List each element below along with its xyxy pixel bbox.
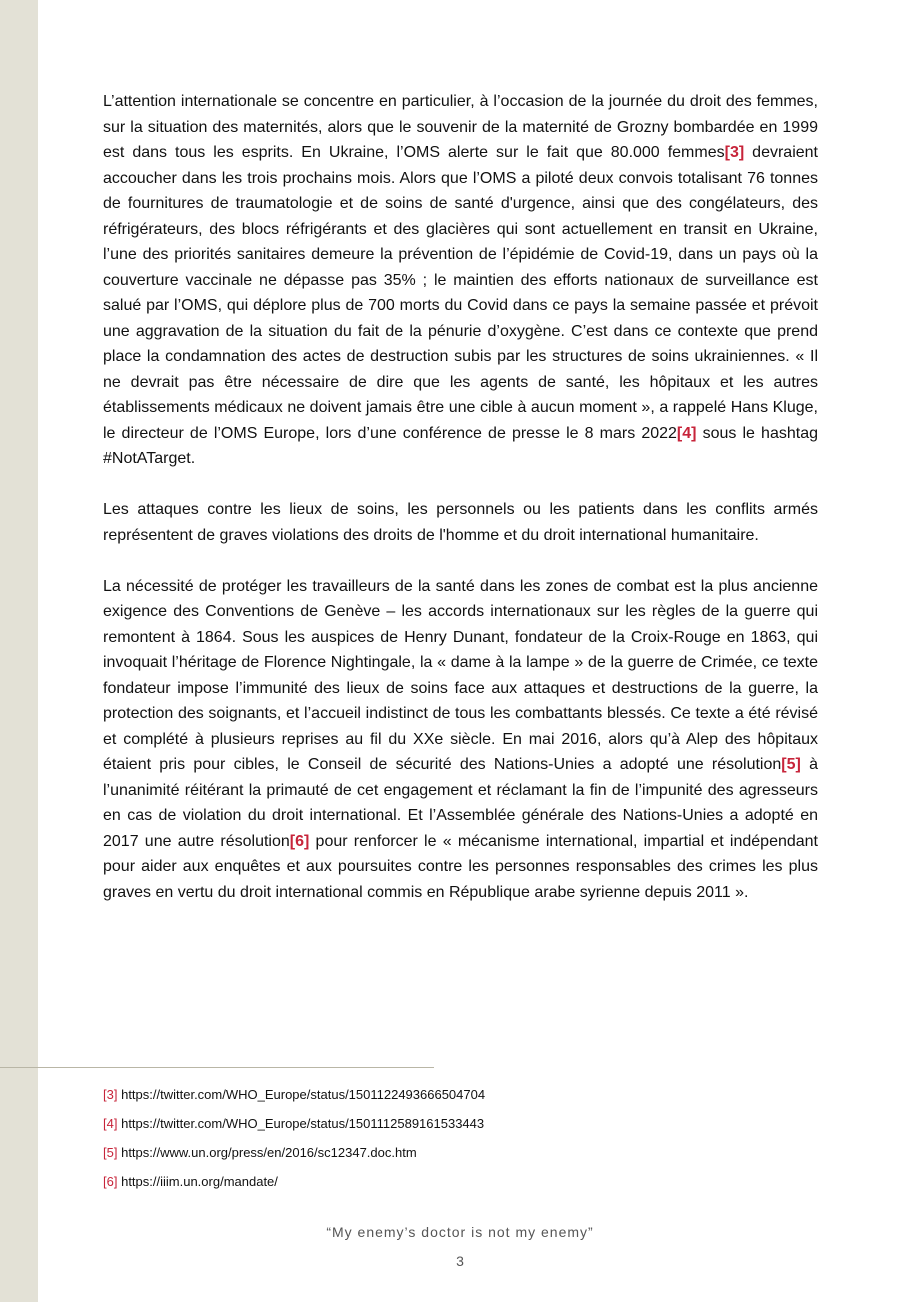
paragraph-text: à l’unanimité réitérant la primauté de cet engagement et réclamant la fin de l’impunité des agresseurs en cas de violation du droit international. Et l’Assemblée générale des Nations-Unies a adopté en 2017 une autre résolution xyxy=(103,756,818,850)
footnote-url[interactable]: https://www.un.org/press/en/2016/sc12347.doc.htm xyxy=(121,1145,417,1160)
footnote-url[interactable]: https://twitter.com/WHO_Europe/status/1501122493666504704 xyxy=(121,1087,486,1102)
footnote-url[interactable]: https://iiim.un.org/mandate/ xyxy=(121,1174,278,1189)
paragraph-text: Les attaques contre les lieux de soins, les personnels ou les patients dans les conflits armés représentent de graves violations des droits de l'homme et du droit international humanitaire. xyxy=(103,501,818,544)
footnotes xyxy=(103,1085,818,1201)
paragraph-text: La nécessité de protéger les travailleurs de la santé dans les zones de combat est la plus ancienne exigence des Conventions de Genève – les accords internationaux sur les règles de la guerre qui remontent à 1864. Sous les auspices de Henry Dunant, fondateur de la Croix-Rouge en 1863, qui invoquait l’héritage de Florence Nightingale, la « dame à la lampe » de la guerre de Crimée, ce texte fondateur impose l’immunité des lieux de soins face aux attaques et destructions de la guerre, la protection des soignants, et l’accueil indistinct de tous les combattants blessés. Ce texte a été révisé et complété à plusieurs reprises au fil du XXe siècle. En mai 2016, alors qu’à Alep des hôpitaux étaient pris pour cibles, le Conseil de sécurité des Nations-Unies a adopté une résolution xyxy=(103,577,818,773)
body-text xyxy=(103,89,818,931)
footnote-mark[interactable]: [3] xyxy=(103,1087,118,1102)
paragraph-text: L’attention internationale se concentre en particulier, à l’occasion de la journée du droit des femmes, sur la situation des maternités, alors que le souvenir de la maternité de Grozny bombardée en 1999 est dans tous les esprits. En Ukraine, l’OMS alerte sur le fait que 80.000 femmes xyxy=(103,93,818,161)
paragraph-text: pour renforcer le « mécanisme international, impartial et indépendant pour aider aux enquêtes et aux poursuites contre les personnes responsables des crimes les plus graves en vertu du droit international commis en République arabe syrienne depuis 2011 ». xyxy=(103,832,818,901)
footnote-mark[interactable]: [5] xyxy=(103,1145,118,1160)
footnote-reference[interactable]: [3] xyxy=(724,144,745,161)
footnote-mark[interactable]: [6] xyxy=(103,1174,118,1189)
footnote xyxy=(103,1114,818,1133)
footnote-url[interactable]: https://twitter.com/WHO_Europe/status/1501112589161533443 xyxy=(121,1116,485,1131)
paragraph-text: sous le hashtag #NotATarget. xyxy=(103,424,818,467)
footnote-reference[interactable]: [6] xyxy=(289,832,310,850)
footnote xyxy=(103,1172,818,1191)
paragraph xyxy=(103,497,818,548)
footnote xyxy=(103,1143,818,1162)
footnote-reference[interactable]: [5] xyxy=(781,756,801,773)
footnote xyxy=(103,1085,818,1104)
footnote-mark[interactable]: [4] xyxy=(103,1116,118,1131)
page-number: 3 xyxy=(456,1253,464,1269)
paragraph xyxy=(103,89,818,472)
footnote-reference[interactable]: [4] xyxy=(676,424,697,442)
paragraph-text: devraient accoucher dans les trois prochains mois. Alors que l’OMS a piloté deux convois totalisant 76 tonnes de fournitures de traumatologie et de soins de santé d'urgence, ainsi que des congélateurs, des réfrigérateurs, des blocs réfrigérants et des glacières qui sont actuellement en transit en Ukraine, l’une des priorités sanitaires demeure la prévention de l’épidémie de Covid-19, dans un pays où la couverture vaccinale ne dépasse pas 35% ; le maintien des efforts nationaux de surveillance est salué par l’OMS, qui déplore plus de 700 morts du Covid dans ce pays la semaine passée et prévoit une aggravation de la situation du fait de la pénurie d’oxygène. C’est dans ce contexte que prend place la condamnation des actes de destruction subis par les structures de soins ukrainiennes. « Il ne devrait pas être nécessaire de dire que les agents de santé, les hôpitaux et les autres établissements médicaux ne doivent jamais être une cible à aucun moment », a rappelé Hans Kluge, le directeur de l’OMS Europe, lors d’une conférence de presse le 8 mars 2022 xyxy=(103,144,818,442)
footer-quote: “My enemy’s doctor is not my enemy” xyxy=(326,1224,594,1240)
footnote-separator xyxy=(0,1067,434,1068)
side-band xyxy=(0,0,38,1302)
paragraph xyxy=(103,574,818,906)
